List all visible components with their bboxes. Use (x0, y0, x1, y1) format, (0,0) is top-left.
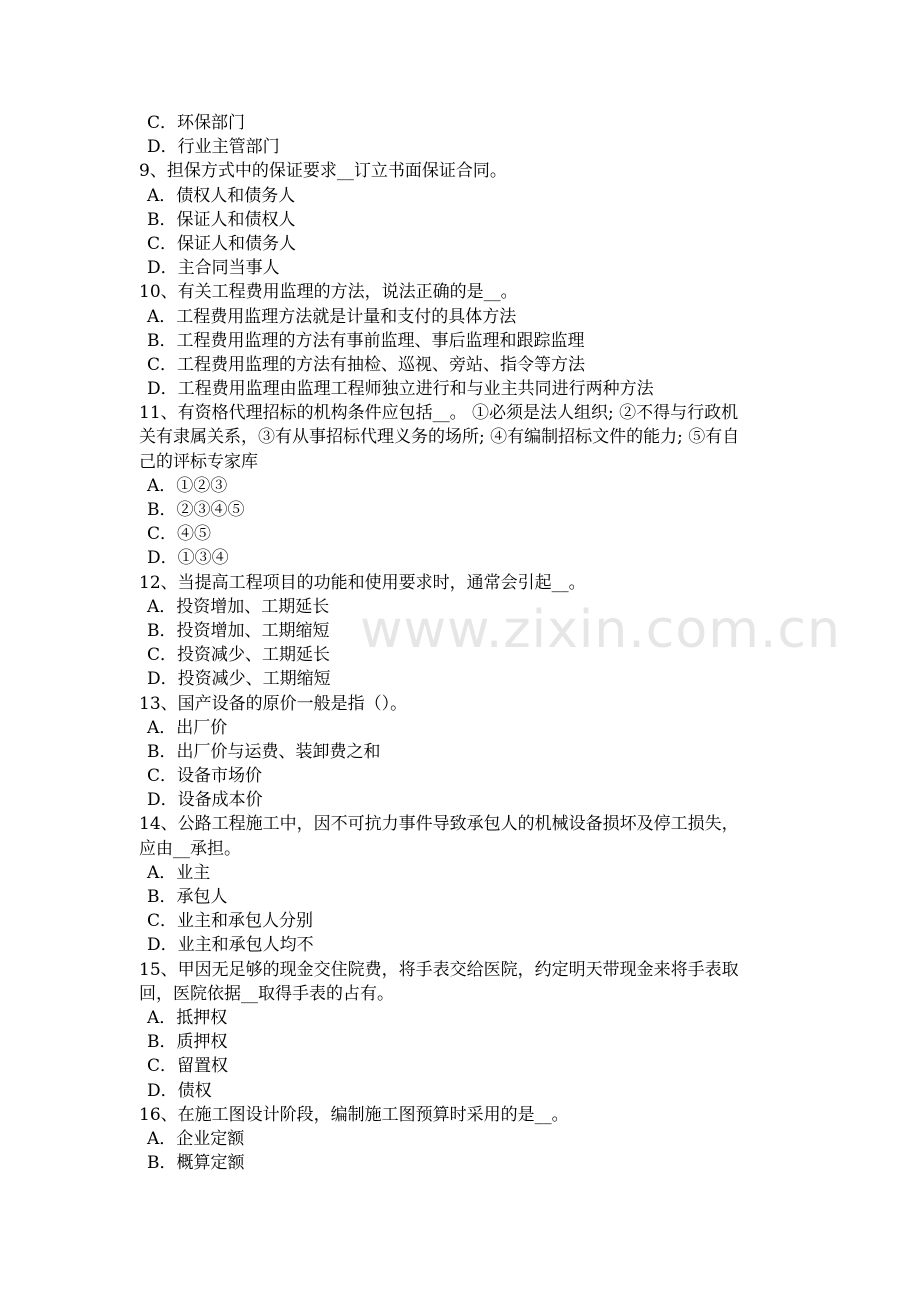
question-text: 14、公路工程施工中，因不可抗力事件导致承包人的机械设备损坏及停工损失， (139, 814, 739, 835)
answer-option: A．业主 (147, 862, 211, 883)
answer-option: C．保证人和债务人 (147, 233, 297, 254)
question-text: 己的评标专家库 (139, 451, 258, 472)
answer-option: C．业主和承包人分别 (147, 911, 314, 932)
answer-option: B．出厂价与运费、装卸费之和 (147, 741, 381, 762)
answer-option: C．环保部门 (147, 113, 246, 133)
question-text: 11、有资格代理招标的机构条件应包括__。 ①必须是法人组织; ②不得与行政机 (139, 403, 739, 424)
answer-option: A．出厂价 (147, 717, 228, 738)
answer-option: A．工程费用监理方法就是计量和支付的具体方法 (147, 306, 517, 327)
question-text: 15、甲因无足够的现金交住院费，将手表交给医院，约定明天带现金来将手表取 (139, 959, 739, 980)
question-text: 应由__承担。 (139, 838, 241, 859)
question-text: 9、担保方式中的保证要求__订立书面保证合同。 (139, 161, 507, 182)
question-text: 13、国产设备的原价一般是指（）。 (139, 693, 408, 714)
answer-option: B．保证人和债权人 (147, 209, 296, 230)
question-text: 12、当提高工程项目的功能和使用要求时，通常会引起__。 (139, 572, 586, 593)
answer-option: D．投资减少、工期缩短 (147, 669, 331, 690)
answer-option: D．行业主管部门 (147, 137, 280, 158)
answer-option: A．①②③ (147, 475, 228, 496)
answer-option: A．投资增加、工期延长 (147, 596, 330, 617)
answer-option: D．工程费用监理由监理工程师独立进行和与业主共同进行两种方法 (147, 379, 654, 400)
answer-option: D．主合同当事人 (147, 258, 280, 279)
answer-option: B．质押权 (147, 1032, 228, 1053)
question-text: 16、在施工图设计阶段，编制施工图预算时采用的是__。 (139, 1104, 569, 1125)
answer-option: C．留置权 (147, 1056, 229, 1077)
answer-option: B．②③④⑤ (147, 500, 245, 520)
question-text: 关有隶属关系，③有从事招标代理义务的场所; ④有编制招标文件的能力; ⑤有自 (139, 427, 740, 448)
answer-option: D．设备成本价 (147, 790, 263, 811)
watermark: www.zixin.com.cn (360, 600, 841, 660)
answer-option: C．工程费用监理的方法有抽检、巡视、旁站、指令等方法 (147, 354, 586, 375)
answer-option: B．承包人 (147, 887, 228, 907)
question-text: 10、有关工程费用监理的方法，说法正确的是__。 (139, 282, 518, 303)
answer-option: A．企业定额 (147, 1128, 245, 1149)
answer-option: B．投资增加、工期缩短 (147, 620, 330, 641)
answer-option: A．抵押权 (147, 1007, 228, 1028)
answer-option: D．业主和承包人均不 (147, 935, 314, 956)
answer-option: C．投资减少、工期延长 (147, 645, 331, 666)
answer-option: A．债权人和债务人 (147, 185, 296, 206)
answer-option: B．工程费用监理的方法有事前监理、事后监理和跟踪监理 (147, 330, 585, 351)
answer-option: D．①③④ (147, 548, 229, 569)
answer-option: D．债权 (147, 1080, 212, 1101)
answer-option: B．概算定额 (147, 1153, 245, 1174)
document-page (139, 111, 819, 1175)
answer-option: C．设备市场价 (147, 766, 263, 787)
answer-option: C．④⑤ (147, 524, 212, 545)
question-text: 回，医院依据__取得手表的占有。 (139, 983, 394, 1004)
